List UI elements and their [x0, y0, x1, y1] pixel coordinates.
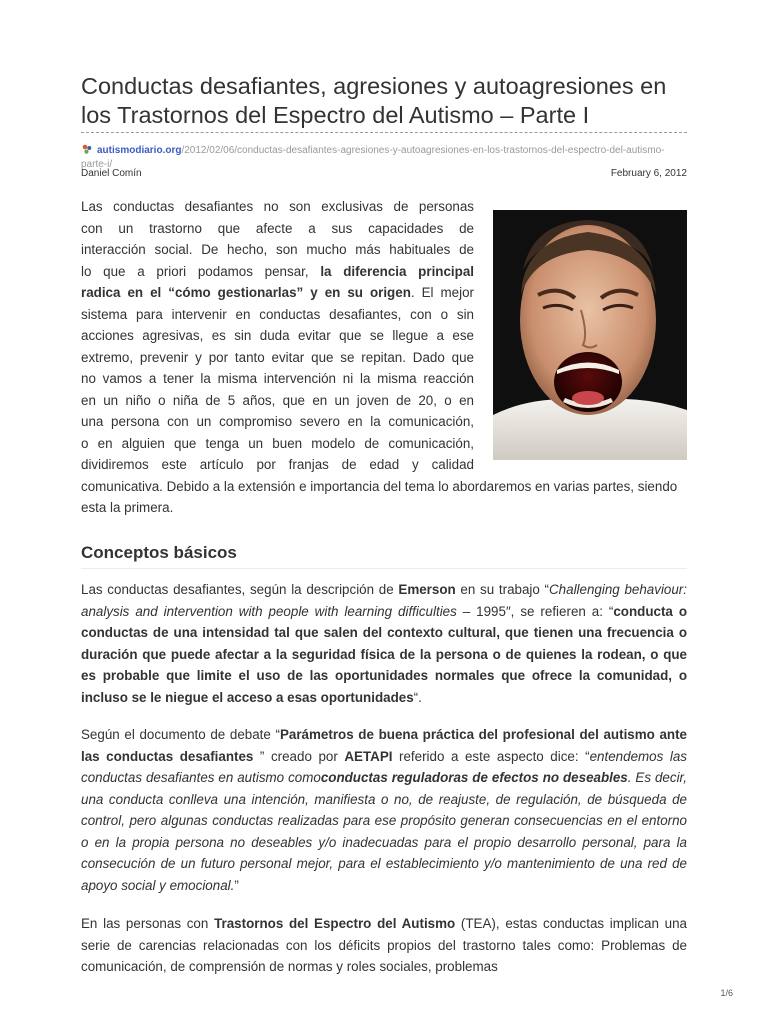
intro-line: no vamos a tener la misma intervención ni la misma reacción — [81, 371, 474, 386]
definition-paragraph — [81, 579, 687, 708]
definition-quote: conducta o conductas de una intensidad tal que salen del contexto cultural, que tienen una frecuencia o duración que puede afectar a la seguridad física de la persona o de quienes la rodean, o que es probable que limite el uso de las oportunidades normales que ofrece la comunidad, o incluso se le niegue el acceso a esas oportunidades — [81, 603, 687, 705]
org-name-aetapi: AETAPI — [344, 748, 393, 764]
text: en su trabajo “ — [455, 582, 550, 597]
autismodiario-logo-icon — [81, 143, 93, 155]
intro-emphasis: la diferencia principal — [320, 263, 474, 279]
document-title: Parámetros de buena práctica del profesional del autismo ante las conductas desafiantes — [81, 727, 688, 764]
intro-line: acciones agresivas, es sin duda evitar que se llegue a ese — [81, 328, 474, 343]
tea-paragraph — [81, 913, 687, 978]
intro-text: . El mejor — [410, 285, 474, 300]
intro-line: con un trastorno que afecte a sus capacidades de — [81, 220, 474, 236]
work-title: Challenging behaviour: analysis and intervention with people with learning difficulties — [81, 582, 687, 619]
page-title: Conductas desafiantes, agresiones y autoagresiones en los Trastornos del Espectro del Autismo – Parte I — [81, 73, 667, 128]
text: “. — [413, 689, 422, 705]
quote-emphasis: conductas reguladoras de efectos no deseables — [320, 770, 628, 785]
intro-tail: comunicativa. Debido a la extensión e importancia del tema lo abordaremos en varias partes, siendo esta la primera. — [81, 478, 678, 515]
intro-line: o en alguien que tenga un buen modelo de comunicación, — [81, 435, 474, 451]
intro-line: una persona con un compromiso severo en la comunicación, — [81, 414, 474, 429]
intro-line: Las conductas desafiantes no son exclusivas de personas — [81, 199, 474, 214]
intro-line: extremo, prevenir y por tanto evitar que se repitan. Dado que — [81, 349, 474, 365]
intro-line: interacción social. De hecho, son mucho más habituales de — [81, 242, 474, 257]
title-divider — [81, 132, 687, 133]
intro-emphasis: radica en el “cómo gestionarlas” y en su origen — [81, 285, 411, 300]
intro-line: sistema para intervenir en conductas desafiantes, con o sin — [81, 306, 474, 322]
section-divider — [81, 568, 687, 569]
text: Según el documento de debate “ — [81, 727, 280, 742]
intro-line: en un niño o niña de 5 años, que en un joven de 20, o en — [81, 392, 474, 408]
intro-line — [81, 261, 474, 283]
text: referido a este aspecto dice: “ — [392, 748, 590, 764]
author: Daniel Comín — [81, 168, 142, 179]
text: – 1995″, se refieren a: “ — [456, 603, 614, 619]
source-path[interactable]: /2012/02/06/conductas-desafiantes-agresiones-y-autoagresiones-en-los-trastornos-del-espectro-del-autismo-parte-i/ — [81, 145, 665, 170]
aetapi-paragraph — [81, 724, 687, 896]
page-number: 1/6 — [720, 988, 733, 998]
intro-line: dividiremos este artículo por franjas de edad y calidad — [81, 457, 474, 472]
intro-paragraph — [81, 196, 687, 519]
quote-text: entendemos las conductas desafiantes en autismo como — [81, 748, 687, 785]
text: (TEA), estas conductas implican una serie de carencias relacionadas con los déficits propios del trastorno tales como: Problemas de comunicación, de comprensión de normas y roles sociales, problemas — [81, 916, 687, 974]
quote-text: . Es decir, una conducta conlleva una intención, manifiesta o no, de reajuste, de regulación, de búsqueda de control, pero algunas conductas realizadas para ese propósito generan consecuencias en el entorno o en la propia persona no deseables y/o inadecuadas para el propio desarrollo personal, para la consecución de un futuro personal mejor, para el establecimiento y/o mantenimiento de una red de apoyo social y emocional. — [81, 770, 687, 893]
source-url[interactable] — [81, 143, 687, 172]
intro-text: lo que a priori podamos pensar, — [81, 263, 321, 279]
author-name-emerson: Emerson — [398, 582, 456, 597]
publish-date: February 6, 2012 — [610, 168, 687, 179]
text: ” — [234, 877, 239, 893]
text: ” creado por — [253, 748, 345, 764]
text: En las personas con — [81, 916, 215, 931]
text: Las conductas desafiantes, según la descripción de — [81, 582, 399, 597]
section-heading: Conceptos básicos — [81, 543, 237, 562]
intro-line — [81, 282, 474, 304]
source-site[interactable]: autismodiario.org — [97, 145, 182, 156]
tea-term: Trastornos del Espectro del Autismo — [214, 916, 456, 931]
